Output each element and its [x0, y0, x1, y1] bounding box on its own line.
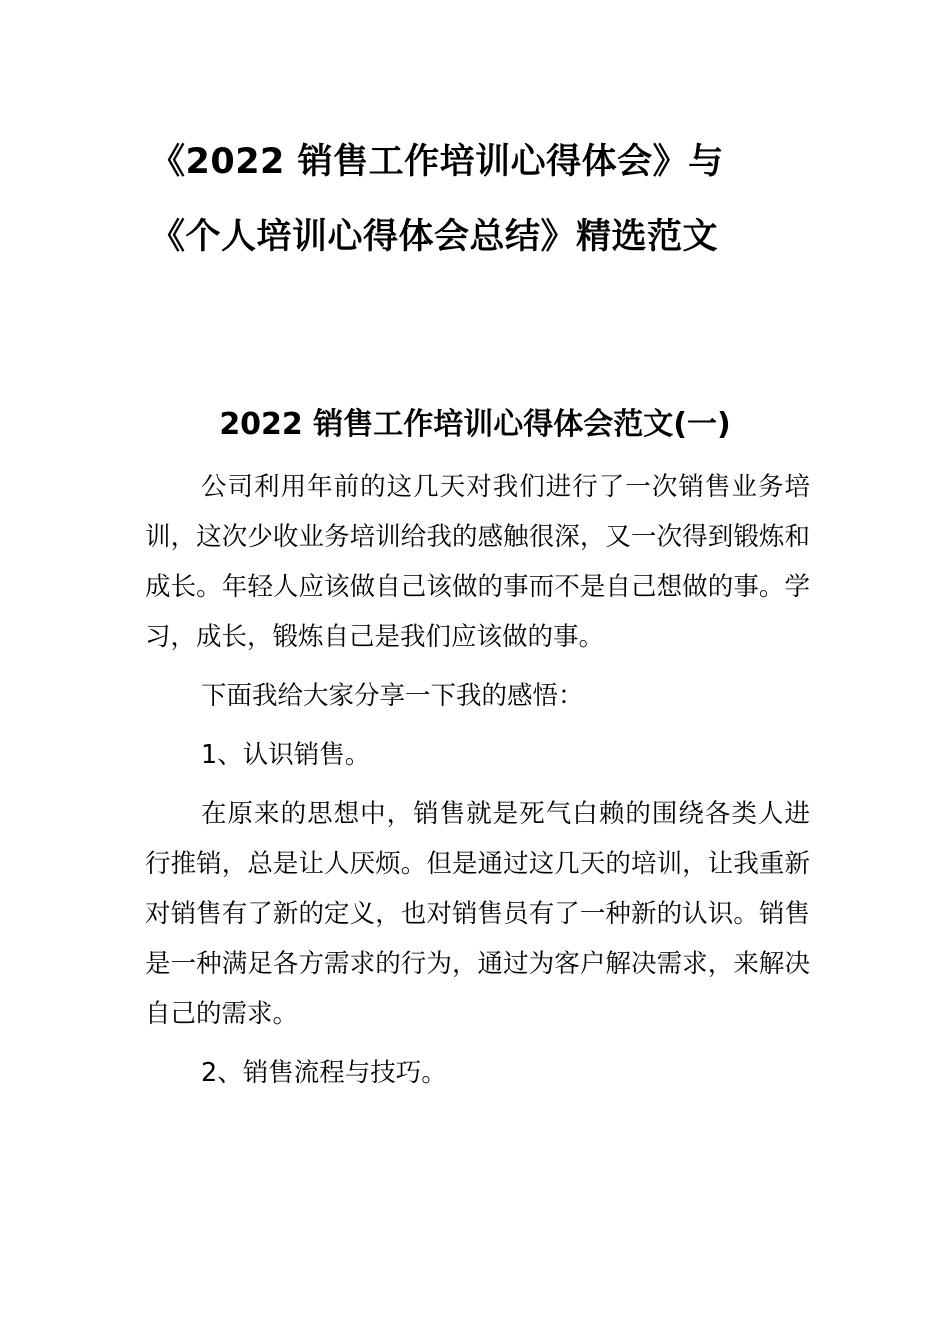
paragraph-share: 下面我给大家分享一下我的感悟：: [201, 681, 584, 711]
body-text: [145, 462, 810, 1098]
document-title-line-2: 《个人培训心得体会总结》精选范文: [150, 217, 719, 257]
paragraph-point-1: 1、认识销售。: [201, 740, 371, 770]
section-heading: 2022 销售工作培训心得体会范文(一): [219, 407, 731, 442]
paragraph-point-2: 2、销售流程与技巧。: [201, 1058, 447, 1088]
document-title-line-1: 《2022 销售工作培训心得体会》与: [150, 142, 724, 182]
paragraph-intro: 公司利用年前的这几天对我们进行了一次销售业务培训，这次少收业务培训给我的感触很深，又一次得到锻炼和成长。年轻人应该做自己该做的事而不是自己想做的事。学习，成长，锻炼自己是我们应该做的事。: [145, 472, 810, 652]
paragraph-understanding: 在原来的思想中，销售就是死气白赖的围绕各类人进行推销，总是让人厌烦。但是通过这几天的培训，让我重新对销售有了新的定义，也对销售员有了一种新的认识。销售是一种满足各方需求的行为，通过为客户解决需求，来解决自己的需求。: [145, 799, 810, 1029]
